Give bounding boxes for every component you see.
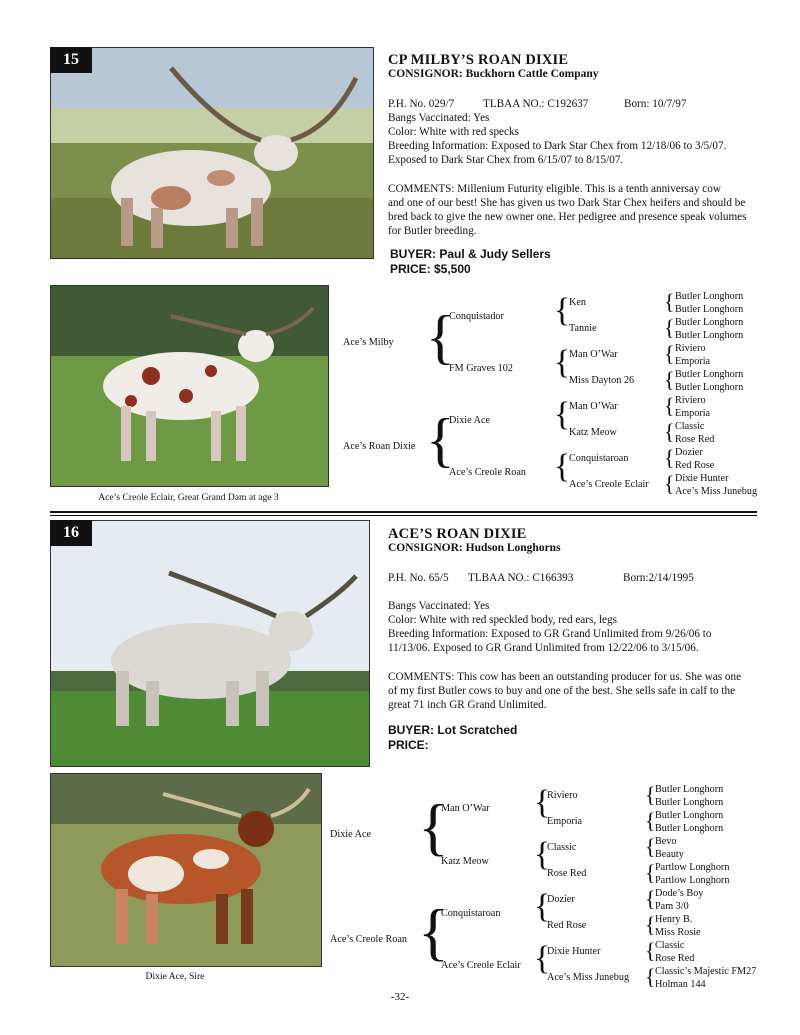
pedigree-brace: { <box>645 964 656 989</box>
pedigree-gen4: Bevo <box>655 836 677 847</box>
pedigree-brace: { <box>664 445 675 470</box>
lot15-registry-line <box>388 97 788 111</box>
pedigree-brace: { <box>534 784 551 821</box>
pedigree-gen4: Partlow Longhorn <box>655 862 730 873</box>
lot15-title: CP MILBY’S ROAN DIXIE <box>388 52 569 68</box>
pedigree-sire: Dixie Ace <box>330 829 372 840</box>
pedigree-great-grandparent: Riviero <box>547 790 578 801</box>
pedigree-gen4: Emporia <box>675 356 711 367</box>
lot16-registry-line <box>388 571 788 585</box>
lot15-price: PRICE: $5,500 <box>390 261 471 276</box>
pedigree-gen4: Henry B. <box>655 914 693 925</box>
lot16-buyer: BUYER: Lot Scratched <box>388 723 518 737</box>
pedigree-great-grandparent: Dozier <box>547 894 575 905</box>
lot16-comments-line: of my first Butler cows to buy and one of the best. She sells safe in calf to the <box>388 685 736 697</box>
lot15-comments-line: COMMENTS: Millenium Futurity eligible. This is a tenth anniversay cow <box>388 183 721 195</box>
pedigree-gen4: Pam 3/0 <box>655 901 689 912</box>
lot15-comments-line: for Butler breeding. <box>388 225 477 237</box>
pedigree-brace: { <box>418 791 449 862</box>
pedigree-brace: { <box>664 419 675 444</box>
pedigree-gen4: Partlow Longhorn <box>655 875 730 886</box>
pedigree-grandparent: Conquistador <box>449 311 504 322</box>
lot15-ph-number: P.H. No. 029/7 <box>388 98 455 110</box>
pedigree-great-grandparent: Conquistaroan <box>569 453 629 464</box>
pedigree-gen4: Rose Red <box>655 953 695 964</box>
lot16-consignor: CONSIGNOR: Hudson Longhorns <box>388 542 561 554</box>
pedigree-gen4: Emporia <box>675 408 711 419</box>
lot16-sale-result <box>388 723 517 752</box>
pedigree-gen4: Riviero <box>675 395 706 406</box>
pedigree-great-grandparent: Man O’War <box>569 401 618 412</box>
pedigree-grandparent: Ace’s Creole Eclair <box>441 960 521 971</box>
lot15-tlbaa-number: TLBAA NO.: C192637 <box>483 98 589 110</box>
lot16-price: PRICE: <box>388 737 429 752</box>
pedigree-brace: { <box>645 860 656 885</box>
pedigree-gen4: Butler Longhorn <box>655 797 724 808</box>
pedigree-brace: { <box>664 341 675 366</box>
pedigree-great-grandparent: Katz Meow <box>569 427 617 438</box>
lot16-breeding-2: 11/13/06. Exposed to GR Grand Unlimited from 12/22/06 to 3/15/06. <box>388 642 699 654</box>
lot15-breeding-2: Exposed to Dark Star Chex from 6/15/07 to 8/15/07. <box>388 154 624 166</box>
pedigree-grandparent: Dixie Ace <box>449 415 491 426</box>
pedigree-brace: { <box>645 912 656 937</box>
pedigree-brace: { <box>418 896 449 967</box>
lot16-comments-line: great 71 inch GR Grand Unlimited. <box>388 699 547 711</box>
pedigree-gen4: Red Rose <box>675 460 715 471</box>
pedigree-gen4: Butler Longhorn <box>655 810 724 821</box>
pedigree-brace: { <box>426 304 455 370</box>
lot-separator <box>50 511 757 513</box>
pedigree-great-grandparent: Rose Red <box>547 868 587 879</box>
pedigree-gen4: Miss Rosie <box>655 927 701 938</box>
lot15-dam-caption: Ace’s Creole Eclair, Great Grand Dam at age 3 <box>98 492 279 503</box>
lot16-born: Born:2/14/1995 <box>623 572 694 584</box>
pedigree-brace: { <box>534 836 551 873</box>
pedigree-gen4: Ace’s Miss Junebug <box>675 486 758 497</box>
pedigree-gen4: Butler Longhorn <box>655 823 724 834</box>
lot16-sire-photo <box>50 773 322 967</box>
lot16-bangs: Bangs Vaccinated: Yes <box>388 600 490 612</box>
pedigree-gen4: Rose Red <box>675 434 715 445</box>
pedigree-great-grandparent: Ace’s Creole Eclair <box>569 479 649 490</box>
lot15-dam-photo <box>50 285 329 487</box>
lot15-main-photo <box>50 47 374 259</box>
lot16-breeding-1: Breeding Information: Exposed to GR Grand Unlimited from 9/26/06 to <box>388 628 712 640</box>
pedigree-great-grandparent: Classic <box>547 842 577 853</box>
pedigree-brace: { <box>645 938 656 963</box>
lot15-details <box>388 111 788 167</box>
pedigree-great-grandparent: Dixie Hunter <box>547 946 601 957</box>
pedigree-brace: { <box>554 292 571 329</box>
pedigree-gen4: Dode’s Boy <box>655 888 704 899</box>
lot16-title: ACE’S ROAN DIXIE <box>388 526 527 542</box>
pedigree-great-grandparent: Ace’s Miss Junebug <box>547 972 630 983</box>
pedigree-brace: { <box>645 834 656 859</box>
lot16-comments <box>388 670 788 712</box>
lot15-breeding-1: Breeding Information: Exposed to Dark Star Chex from 12/18/06 to 3/5/07. <box>388 140 727 152</box>
pedigree-sire: Ace’s Milby <box>343 337 394 348</box>
pedigree-gen4: Butler Longhorn <box>675 330 744 341</box>
lot15-comments <box>388 182 788 238</box>
pedigree-gen4: Dozier <box>675 447 703 458</box>
pedigree-brace: { <box>426 407 455 473</box>
pedigree-grandparent: Conquistaroan <box>441 908 501 919</box>
pedigree-brace: { <box>664 315 675 340</box>
pedigree-brace: { <box>645 782 656 807</box>
lot15-buyer: BUYER: Paul & Judy Sellers <box>390 247 551 261</box>
pedigree-grandparent: Katz Meow <box>441 856 489 867</box>
lot-separator <box>50 515 757 516</box>
pedigree-gen4: Butler Longhorn <box>655 784 724 795</box>
pedigree-brace: { <box>645 886 656 911</box>
pedigree-gen4: Dixie Hunter <box>675 473 729 484</box>
pedigree-brace: { <box>664 393 675 418</box>
lot16-main-photo <box>50 520 370 767</box>
pedigree-gen4: Riviero <box>675 343 706 354</box>
pedigree-gen4: Butler Longhorn <box>675 317 744 328</box>
pedigree-gen4: Beauty <box>655 849 684 860</box>
pedigree-brace: { <box>664 471 675 496</box>
lot15-bangs: Bangs Vaccinated: Yes <box>388 112 490 124</box>
lot15-number-badge: 15 <box>50 47 92 73</box>
pedigree-great-grandparent: Miss Dayton 26 <box>569 375 635 386</box>
pedigree-dam: Ace’s Roan Dixie <box>343 441 416 452</box>
lot15-comments-line: bred back to give the new owner one. Her pedigree and presence speak volumes <box>388 211 747 223</box>
pedigree-gen4: Butler Longhorn <box>675 369 744 380</box>
pedigree-dam: Ace’s Creole Roan <box>330 934 407 945</box>
pedigree-brace: { <box>645 808 656 833</box>
pedigree-gen4: Butler Longhorn <box>675 304 744 315</box>
pedigree-great-grandparent: Tannie <box>569 323 597 334</box>
lot15-comments-line: and one of our best! She has given us two Dark Star Chex heifers and should be <box>388 197 746 209</box>
pedigree-great-grandparent: Ken <box>569 297 586 308</box>
lot15-color: Color: White with red specks <box>388 126 519 138</box>
pedigree-great-grandparent: Red Rose <box>547 920 587 931</box>
lot16-comments-line: COMMENTS: This cow has been an outstanding producer for us. She was one <box>388 671 742 683</box>
pedigree-gen4: Holman 144 <box>655 979 706 990</box>
pedigree-brace: { <box>554 396 571 433</box>
lot15-born: Born: 10/7/97 <box>624 98 687 110</box>
pedigree-gen4: Butler Longhorn <box>675 291 744 302</box>
pedigree-great-grandparent: Emporia <box>547 816 583 827</box>
pedigree-gen4: Classic <box>655 940 685 951</box>
pedigree-great-grandparent: Man O’War <box>569 349 618 360</box>
pedigree-brace: { <box>534 940 551 977</box>
lot16-tlbaa-number: TLBAA NO.: C166393 <box>468 572 574 584</box>
lot16-ph-number: P.H. No. 65/5 <box>388 572 449 584</box>
lot16-sire-caption: Dixie Ace, Sire <box>145 971 205 982</box>
pedigree-brace: { <box>534 888 551 925</box>
lot15-consignor: CONSIGNOR: Buckhorn Cattle Company <box>388 68 599 80</box>
pedigree-brace: { <box>664 289 675 314</box>
pedigree-gen4: Classic’s Majestic FM27 <box>655 966 757 977</box>
lot16-number-badge: 16 <box>50 520 92 546</box>
page-number: -32- <box>390 991 410 1003</box>
lot16-details <box>388 599 788 655</box>
pedigree-gen4: Classic <box>675 421 705 432</box>
pedigree-brace: { <box>554 448 571 485</box>
lot16-color: Color: White with red speckled body, red ears, legs <box>388 614 617 626</box>
pedigree-brace: { <box>554 344 571 381</box>
pedigree-brace: { <box>664 367 675 392</box>
pedigree-gen4: Butler Longhorn <box>675 382 744 393</box>
pedigree-grandparent: Man O’War <box>441 803 490 814</box>
pedigree-grandparent: Ace’s Creole Roan <box>449 467 526 478</box>
lot15-sale-result <box>390 247 551 276</box>
pedigree-grandparent: FM Graves 102 <box>449 363 513 374</box>
